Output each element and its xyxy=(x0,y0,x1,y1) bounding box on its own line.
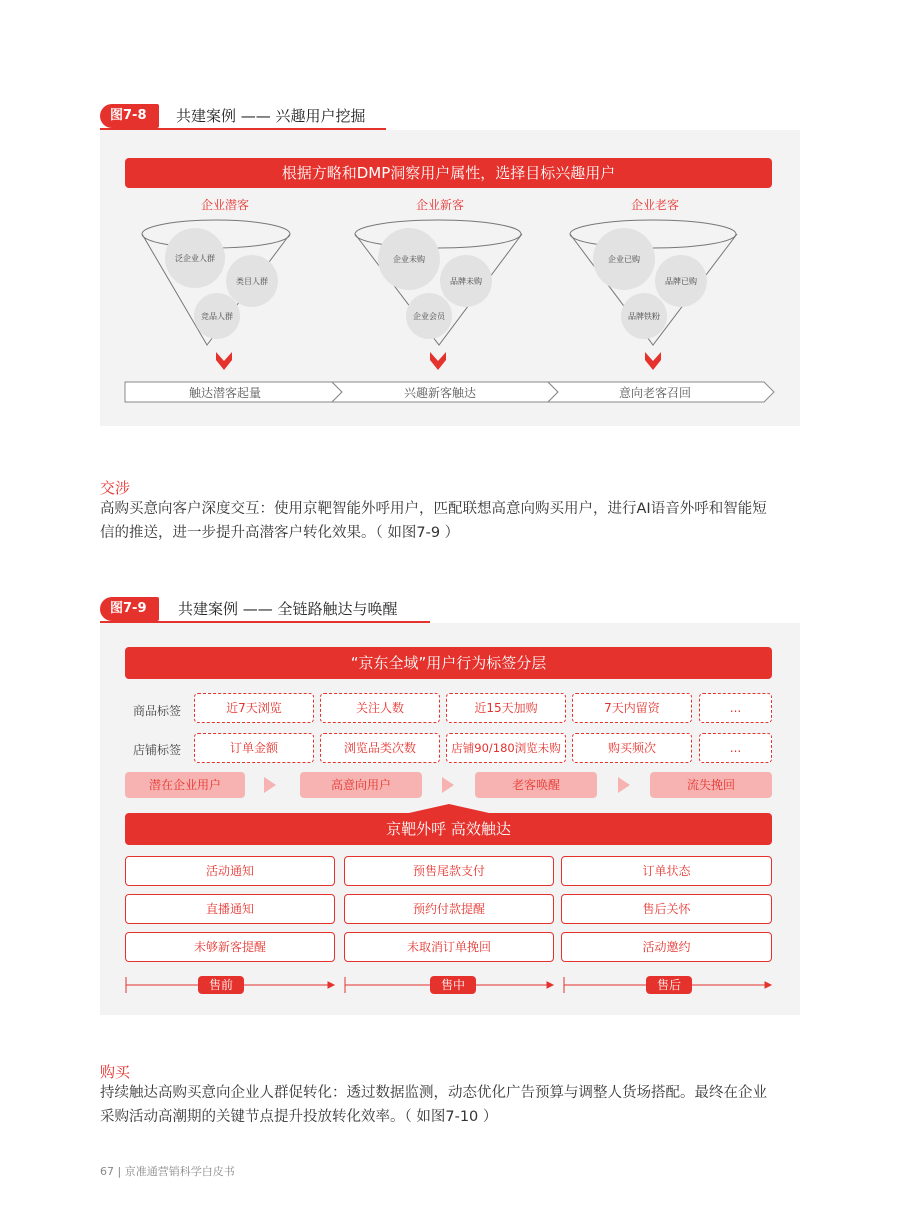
tag-box-more: ... xyxy=(699,733,772,763)
stage-aftersale: 售后 xyxy=(646,976,692,994)
figure-title: 共建案例 —— 全链路触达与唤醒 xyxy=(178,600,398,618)
funnel-label-potential: 企业潜客 xyxy=(200,198,249,212)
segment-circle: 类目人群 xyxy=(226,255,278,307)
stage-label: 兴趣新客触达 xyxy=(403,386,476,400)
segment-circle: 泛企业人群 xyxy=(165,228,225,288)
stage-label: 触达潜客起量 xyxy=(188,386,261,400)
stage-insale: 售中 xyxy=(430,976,476,994)
segment-circle: 品牌未购 xyxy=(440,255,492,307)
figure-banner: “京东全域”用户行为标签分层 xyxy=(125,647,772,679)
tag-box: 7天内留资 xyxy=(572,693,692,723)
flow-step: 流失挽回 xyxy=(650,772,772,798)
stage-presale: 售前 xyxy=(198,976,244,994)
row-label-store-tags: 店铺标签 xyxy=(133,743,182,757)
tag-box: 近7天浏览 xyxy=(194,693,314,723)
figure-7-9-header xyxy=(100,597,430,623)
stage-label: 意向老客召回 xyxy=(618,386,691,400)
scenario-box: 未够新客提醒 xyxy=(125,932,335,962)
funnel-label-old: 企业老客 xyxy=(630,198,679,212)
row-label-product-tags: 商品标签 xyxy=(133,704,182,718)
segment-circle: 企业会员 xyxy=(406,293,452,339)
scenario-box: 售后关怀 xyxy=(561,894,772,924)
scenario-box: 直播通知 xyxy=(125,894,335,924)
paragraph-line: 信的推送，进一步提升高潜客户转化效果。（ 如图7-9 ） xyxy=(100,525,460,541)
scenario-box: 活动邀约 xyxy=(561,932,772,962)
figure-banner: 根据方略和DMP洞察用户属性，选择目标兴趣用户 xyxy=(125,158,772,188)
segment-circle: 品牌已购 xyxy=(655,255,707,307)
figure-number-badge: 图7-8 xyxy=(100,104,159,128)
flow-step: 高意向用户 xyxy=(300,772,422,798)
figure-title: 共建案例 —— 兴趣用户挖掘 xyxy=(176,107,366,125)
figure-7-8-panel xyxy=(100,130,800,426)
scenario-box: 预约付款提醒 xyxy=(344,894,554,924)
scenario-box: 预售尾款支付 xyxy=(344,856,554,886)
tag-box: 订单金额 xyxy=(194,733,314,763)
tag-box: 购买频次 xyxy=(572,733,692,763)
up-arrow-icon xyxy=(100,623,800,823)
figure-number-badge: 图7-9 xyxy=(100,597,159,621)
tag-box: 店铺90/180浏览未购 xyxy=(446,733,566,763)
paragraph-line: 持续触达高购买意向企业人群促转化：透过数据监测，动态优化广告预算与调整人货场搭配。最终在企业 xyxy=(100,1085,767,1101)
scenario-box: 订单状态 xyxy=(561,856,772,886)
scenario-box: 未取消订单挽回 xyxy=(344,932,554,962)
tag-box: 浏览品类次数 xyxy=(320,733,440,763)
figure-7-8-header xyxy=(100,104,386,130)
segment-circle: 竞品人群 xyxy=(194,293,240,339)
outbound-call-banner: 京靶外呼 高效触达 xyxy=(125,813,772,845)
section-heading-purchase: 购买 xyxy=(100,1063,131,1081)
page-footer: 67 | 京准通营销科学白皮书 xyxy=(100,1165,235,1178)
tag-box: 关注人数 xyxy=(320,693,440,723)
section-heading-negotiation: 交涉 xyxy=(100,479,131,497)
figure-7-9-panel xyxy=(100,623,800,1015)
segment-circle: 品牌铁粉 xyxy=(621,293,667,339)
paragraph-line: 高购买意向客户深度交互：使用京靶智能外呼用户，匹配联想高意向购买用户，进行AI语音外呼和智能短 xyxy=(100,501,767,517)
segment-circle: 企业已购 xyxy=(593,228,655,290)
flow-step: 老客唤醒 xyxy=(475,772,597,798)
down-chevron-icon xyxy=(216,352,661,370)
scenario-box: 活动通知 xyxy=(125,856,335,886)
tag-box: 近15天加购 xyxy=(446,693,566,723)
funnel-label-new: 企业新客 xyxy=(415,198,464,212)
tag-box-more: ... xyxy=(699,693,772,723)
segment-circle: 企业未购 xyxy=(378,228,440,290)
paragraph-line: 采购活动高潮期的关键节点提升投放转化效率。（ 如图7-10 ） xyxy=(100,1109,498,1125)
flow-step: 潜在企业用户 xyxy=(125,772,245,798)
